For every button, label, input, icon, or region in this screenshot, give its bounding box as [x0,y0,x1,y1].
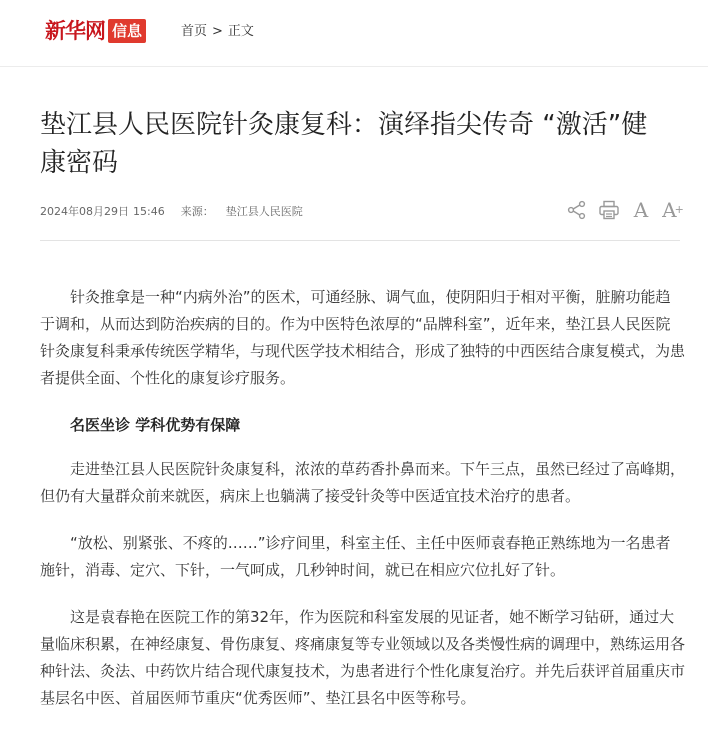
paragraph: 针灸推拿是一种“内病外治”的医术，可通经脉、调气血，使阴阳归于相对平衡，脏腑功能趋于调和，从而达到防治疾病的目的。作为中医特色浓厚的“品牌科室”，近年来，垫江县人民医院针灸康复科秉承传统医学精华，与现代医学技术相结合，形成了独特的中西医结合康复模式，为患者提供全面、个性化的康复诊疗服务。 [40,288,686,387]
logo-badge: 信息 [108,19,146,43]
font-decrease-button[interactable] [629,198,653,222]
font-increase-plus: + [674,203,684,216]
share-icon[interactable] [565,198,589,222]
article-title: 垫江县人民医院针灸康复科：演绎指尖传奇 “激活”健康密码 [40,110,648,178]
article-meta [40,204,303,220]
section-heading: 名医坐诊 学科优势有保障 [70,416,241,434]
publish-date: 2024年08月29日 [40,205,129,218]
paragraph: “放松、别紧张、不疼的……”诊疗间里，科室主任、主任中医师袁春艳正熟练地为一名患者施针，消毒、定穴、下针，一气呵成，几秒钟时间，就已在相应穴位扎好了针。 [40,534,671,579]
article-tools [565,198,685,222]
source-label: 来源： [180,205,214,218]
breadcrumb-current: 正文 [227,24,254,39]
publish-time: 15:46 [133,205,165,218]
print-icon[interactable] [597,198,621,222]
font-increase-button[interactable] [661,198,685,222]
article-body [40,284,685,732]
font-decrease-label: A [633,198,649,222]
source-name: 垫江县人民医院 [225,205,303,218]
paragraph: 走进垫江县人民医院针灸康复科，浓浓的草药香扑鼻而来。下午三点，虽然已经过了高峰期，但仍有大量群众前来就医，病床上也躺满了接受针灸等中医适宜技术治疗的患者。 [40,460,686,505]
paragraph: 这是袁春艳在医院工作的第32年，作为医院和科室发展的见证者，她不断学习钻研，通过大量临床积累，在神经康复、骨伤康复、疼痛康复等专业领域以及各类慢性病的调理中，熟练运用各种针法、灸法、中药饮片结合现代康复技术，为患者进行个性化康复治疗。并先后获评首届重庆市基层名中医、首届医师节重庆“优秀医师”、垫江县名中医等称号。 [40,608,686,707]
meta-divider [40,240,680,241]
breadcrumb-home[interactable]: 首页 [181,24,208,39]
top-bar [0,0,708,67]
breadcrumb [181,23,254,41]
breadcrumb-separator: > [212,24,223,39]
site-logo[interactable] [45,18,146,44]
logo-text: 新华网 [45,19,105,43]
font-increase-label: A [662,198,677,222]
